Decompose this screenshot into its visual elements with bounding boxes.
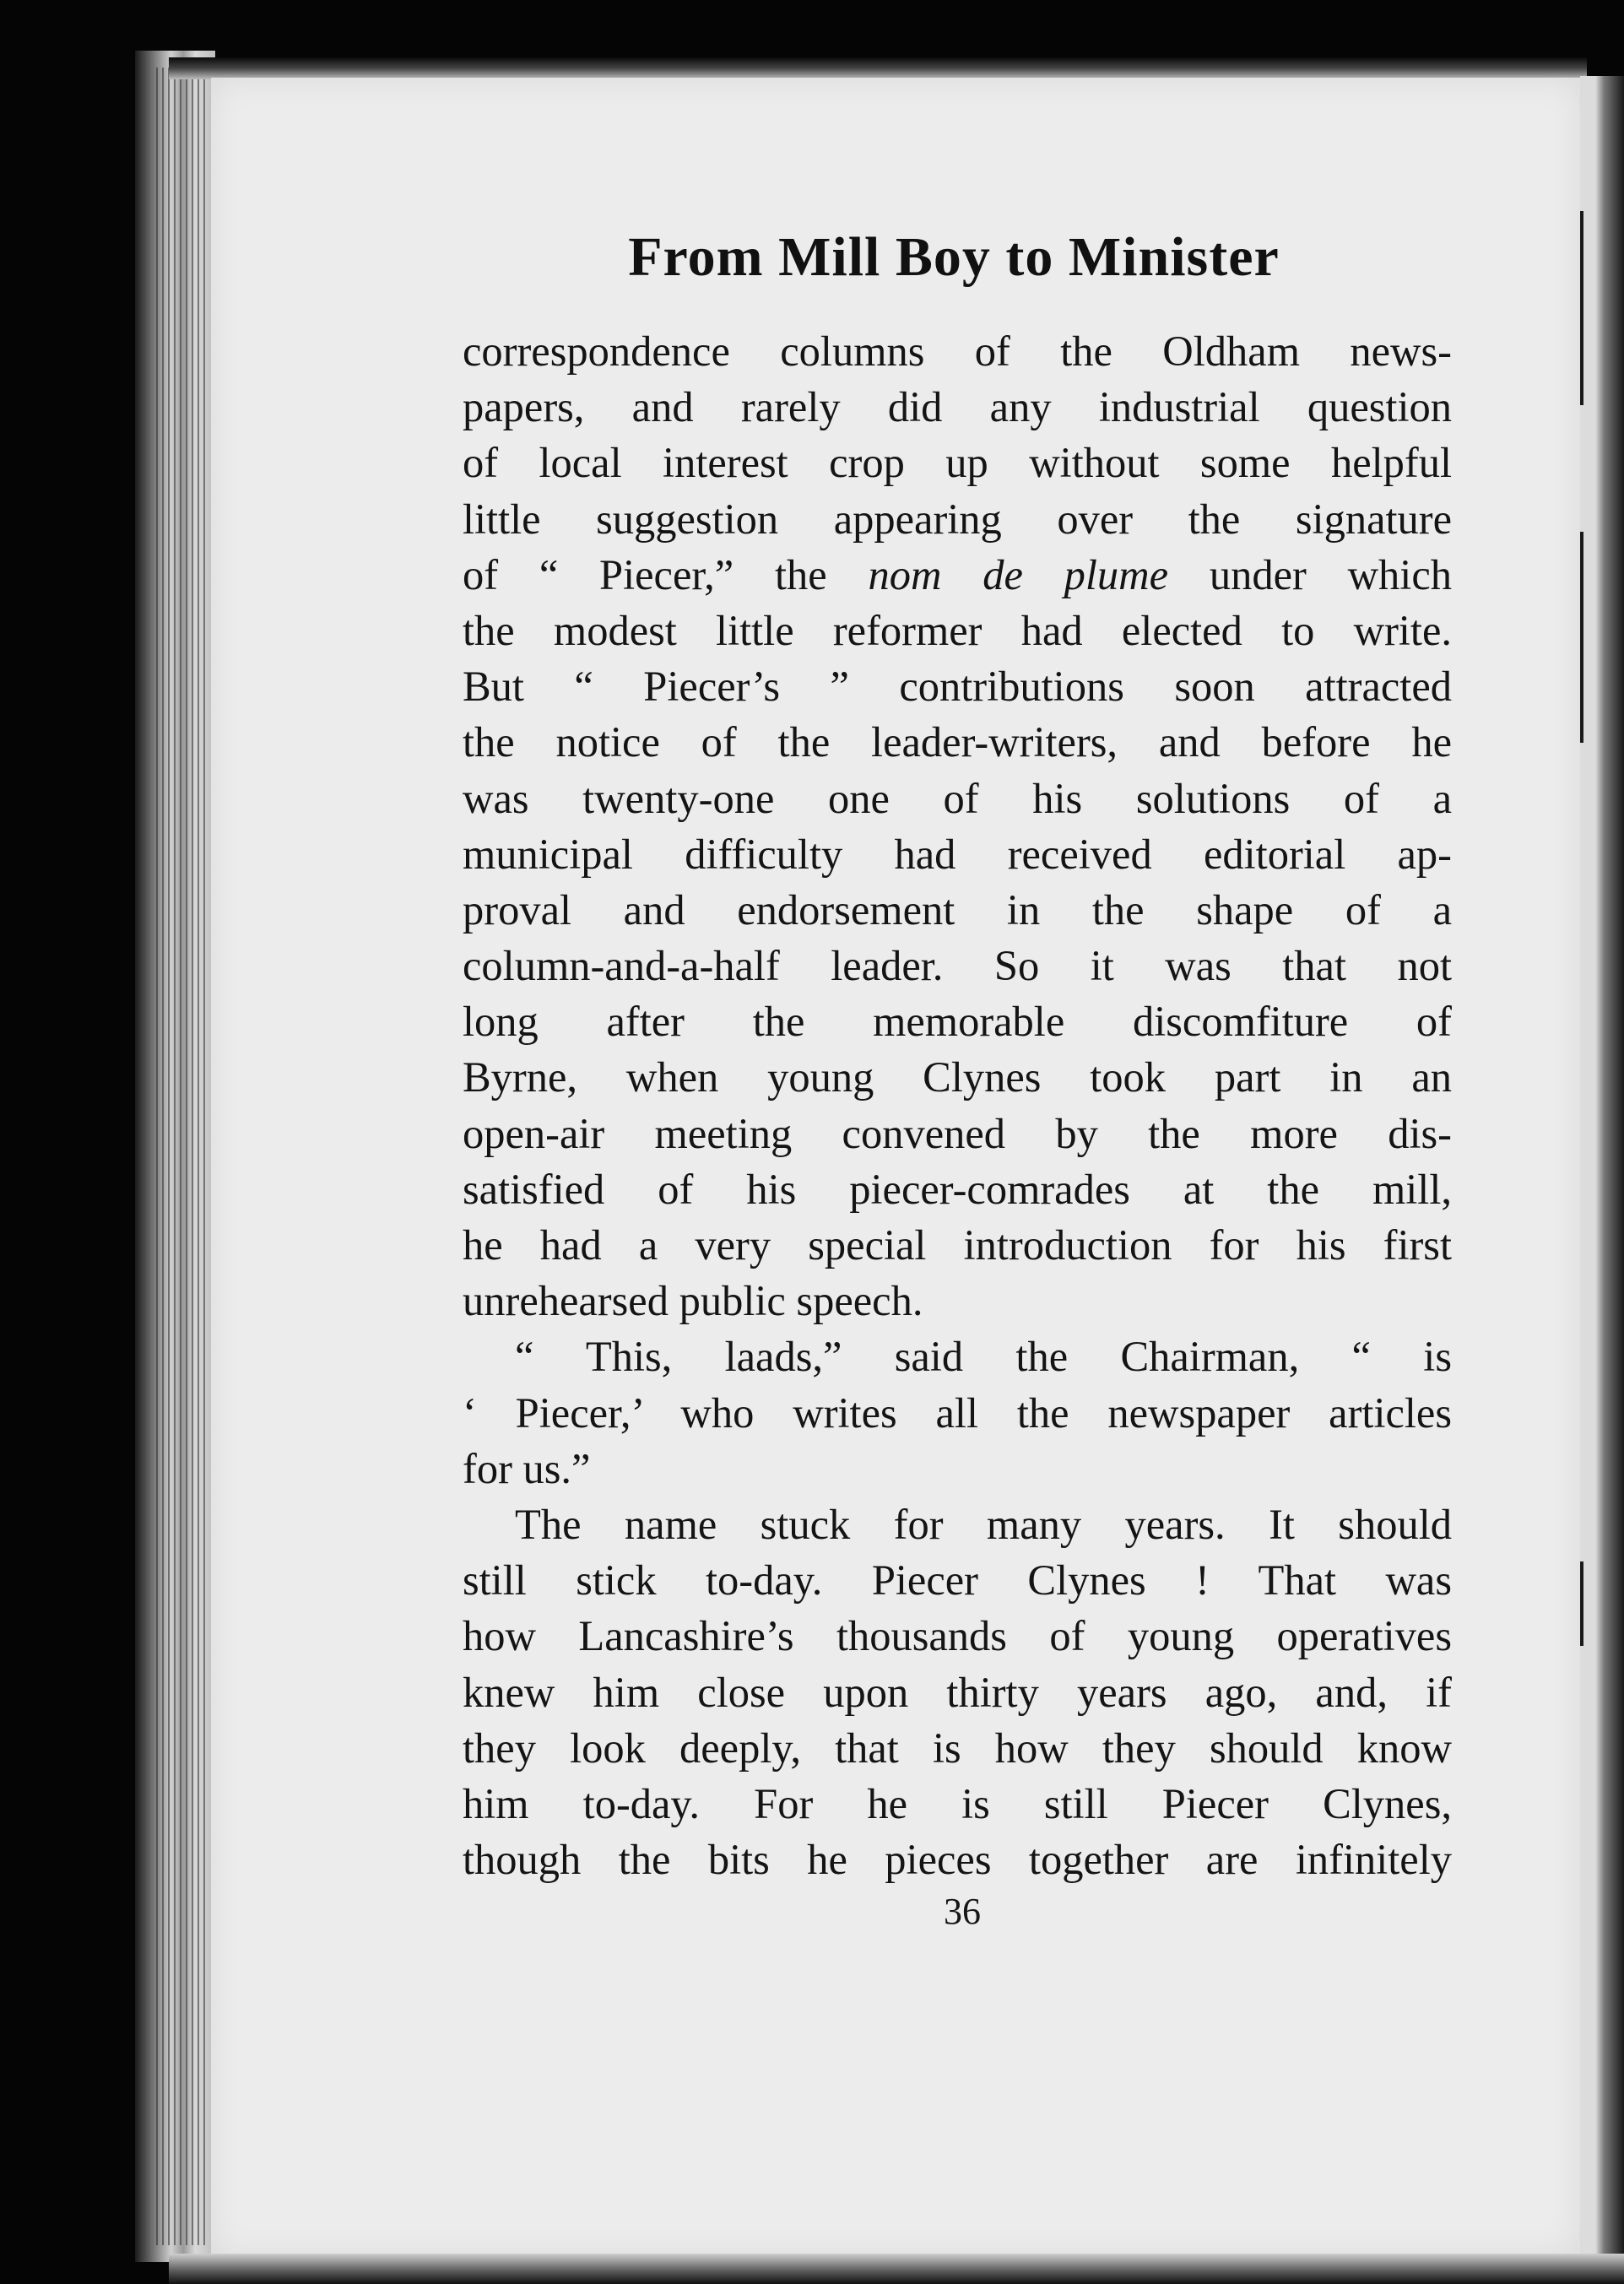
text-line: for us.”	[463, 1444, 591, 1492]
text-line: long after the memorable discomfiture of	[463, 998, 1452, 1046]
text-line: him to-day. For he is still Piecer Clynes,	[463, 1779, 1452, 1827]
text-line: correspondence columns of the Oldham news-	[463, 327, 1452, 375]
text-line: the notice of the leader-writers, and before he	[463, 718, 1452, 766]
right-page-edge	[1580, 76, 1624, 2270]
line-text: under which	[1168, 550, 1452, 598]
text-line: they look deeply, that is how they should know	[463, 1724, 1452, 1772]
text-line: still stick to-day. Piecer Clynes ! That was	[463, 1556, 1452, 1605]
page-edges	[156, 68, 207, 2245]
line-text: of “ Piecer,” the	[463, 550, 869, 598]
text-line: column-and-a-half leader. So it was that not	[463, 942, 1452, 990]
text-line: unrehearsed public speech.	[463, 1277, 923, 1325]
text-line: ‘ Piecer,’ who writes all the newspaper articles	[463, 1388, 1452, 1437]
page-number: 36	[944, 1891, 981, 1932]
text-line: though the bits he pieces together are infinitely	[463, 1836, 1452, 1884]
text-line: papers, and rarely did any industrial question	[463, 383, 1452, 431]
text-line: little suggestion appearing over the signature	[463, 495, 1452, 543]
text-line: of local interest crop up without some helpful	[463, 439, 1452, 487]
text-line: The name stuck for many years. It should	[515, 1500, 1452, 1548]
text-line: he had a very special introduction for his first	[463, 1221, 1452, 1269]
edge-shadow-mark	[1580, 1561, 1583, 1646]
text-line: But “ Piecer’s ” contributions soon attracted	[463, 663, 1452, 711]
text-line: proval and endorsement in the shape of a	[463, 885, 1452, 934]
text-line: Byrne, when young Clynes took part in an	[463, 1053, 1452, 1101]
text-line: “ This, laads,” said the Chairman, “ is	[515, 1333, 1452, 1381]
text-line	[463, 547, 1452, 603]
edge-shadow-mark	[1580, 211, 1583, 405]
text-line: was twenty-one one of his solutions of a	[463, 774, 1452, 822]
edge-shadow-mark	[1580, 532, 1583, 743]
running-head: From Mill Boy to Minister	[628, 226, 1280, 288]
text-line: how Lancashire’s thousands of young operatives	[463, 1612, 1452, 1660]
top-page-edge	[169, 57, 1587, 79]
text-line: the modest little reformer had elected to write.	[463, 606, 1452, 654]
text-line: municipal difficulty had received editorial ap-	[463, 830, 1452, 878]
bottom-page-edge	[169, 2254, 1624, 2284]
body-text	[463, 323, 1452, 1887]
italic-phrase: nom de plume	[868, 550, 1169, 598]
text-line: knew him close upon thirty years ago, and, if	[463, 1668, 1452, 1716]
text-line: open-air meeting convened by the more dis-	[463, 1109, 1452, 1157]
text-line: satisfied of his piecer-comrades at the mill,	[463, 1165, 1452, 1213]
